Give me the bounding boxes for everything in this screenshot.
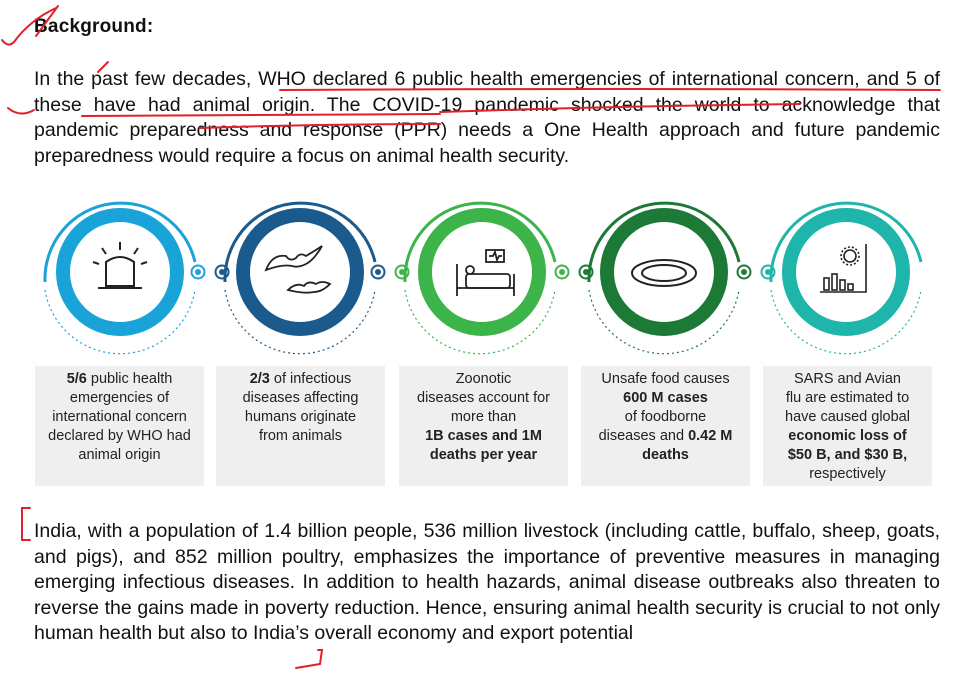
card-highlight: $50 B, and $30 B,	[787, 447, 908, 463]
card-text: declared by WHO had	[48, 428, 191, 444]
card-line	[216, 389, 385, 408]
card-highlight: deaths	[642, 447, 689, 463]
siren-circle	[45, 203, 195, 354]
card-line	[399, 427, 568, 446]
card-text: have caused global	[785, 409, 910, 425]
card-line	[399, 389, 568, 408]
india-paragraph: India, with a population of 1.4 billion people, 536 million livestock (including cattle, buffalo, sheep, goats, and pigs), and 852 million poultry, emphasizes the importance of preventive measures in managing emerging infectious diseases. In addition to health hazards, animal disease outbreaks also threaten to reverse the gains made in poverty reduction. Hence, ensuring animal health security is crucial to not only human health but also to India’s overall economy and export potential	[34, 520, 940, 644]
fact-card-3	[399, 366, 568, 486]
card-line	[763, 427, 932, 446]
card-highlight: 0.42 M	[688, 428, 733, 444]
bats-circle	[225, 203, 375, 354]
card-text: animal origin	[78, 447, 161, 463]
annotation-bracket-close	[296, 650, 322, 668]
card-highlight: deaths per year	[429, 447, 538, 463]
food-circle	[589, 203, 739, 354]
card-text: humans originate	[244, 409, 357, 425]
card-line	[763, 389, 932, 408]
card-line	[581, 408, 750, 427]
card-line	[216, 408, 385, 427]
card-line	[763, 370, 932, 389]
card-line	[35, 427, 204, 446]
card-text: respectively	[809, 466, 886, 482]
card-highlight: 2/3	[249, 371, 270, 387]
card-text: of infectious	[269, 371, 352, 387]
card-line	[35, 408, 204, 427]
card-line	[216, 370, 385, 389]
card-line	[399, 408, 568, 427]
card-line	[35, 446, 204, 465]
card-text: flu are estimated to	[785, 390, 910, 406]
card-line	[763, 408, 932, 427]
card-line	[581, 446, 750, 465]
card-line	[35, 389, 204, 408]
card-line	[216, 427, 385, 446]
card-text: from animals	[259, 428, 342, 444]
card-text: diseases and	[598, 428, 689, 444]
card-highlight: economic loss of	[788, 428, 907, 444]
card-highlight: 1B cases and 1M	[425, 428, 542, 444]
card-line	[399, 446, 568, 465]
fact-card-4	[581, 366, 750, 486]
section-heading: Background:	[34, 16, 154, 37]
card-text: emergencies of	[69, 390, 170, 406]
annotation-bracket-open	[22, 508, 30, 540]
economic-circle	[771, 203, 921, 354]
card-text: diseases affecting	[242, 390, 359, 406]
card-line	[763, 446, 932, 465]
card-line	[35, 370, 204, 389]
card-line	[581, 427, 750, 446]
card-text: more than	[450, 409, 517, 425]
fact-card-1	[35, 366, 204, 486]
card-line	[581, 389, 750, 408]
annotation-side-check	[8, 108, 34, 114]
card-text: Unsafe food causes	[601, 371, 730, 387]
card-highlight: 600 M cases	[623, 390, 708, 406]
card-line	[399, 370, 568, 389]
card-text: public health	[86, 371, 173, 387]
infographic-circles	[0, 190, 960, 360]
intro-paragraph: In the past few decades, WHO declared 6 public health emergencies of international concern, and 5 of these have had animal origin. The COVID-19 pandemic shocked the world to acknowledge that pandemic preparedness and response (PPR) needs a One Health approach and future pandemic preparedness would require a focus on animal health security.	[34, 68, 940, 167]
card-line	[763, 465, 932, 484]
card-text: international concern	[52, 409, 187, 425]
card-text: Zoonotic	[455, 371, 512, 387]
card-text: of foodborne	[624, 409, 707, 425]
fact-card-5	[763, 366, 932, 486]
card-text: SARS and Avian	[794, 371, 901, 387]
card-text: diseases account for	[417, 390, 550, 406]
hospital-circle	[405, 203, 555, 354]
fact-card-2	[216, 366, 385, 486]
card-highlight: 5/6	[66, 371, 87, 387]
card-line	[581, 370, 750, 389]
